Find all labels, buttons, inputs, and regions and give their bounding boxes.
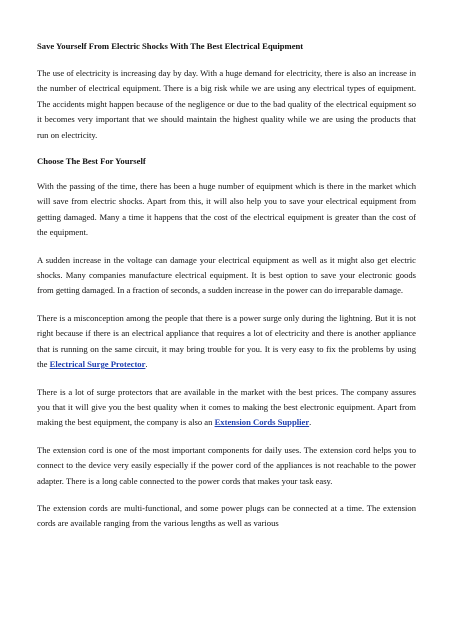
paragraph-misconception <box>37 311 416 373</box>
paragraph-multifunctional: The extension cords are multi-functional, and some power plugs can be connected at a time. The extension cords are available ranging from the various lengths as well as various <box>37 502 416 529</box>
paragraph-intro: The use of electricity is increasing day by day. With a huge demand for electricity, there is also an increase in the number of electrical equipment. There is a big risk while we are using any electrical types of equipment. The accidents might happen because of the negligence or due to the bad quality of the electrical equipment so it becomes very important that we should maintain the highest quality while we are using the products that run on electricity. <box>37 68 416 140</box>
paragraph-text: There is a lot of surge protectors that are available in the market with the best prices. The company assures you that it will give you the best quality when it comes to making the best electronic equipment. Apart from making the best equipment, the company is also an <box>37 386 416 428</box>
paragraph-text: . <box>309 417 312 428</box>
section-heading: Choose The Best For Yourself <box>37 156 146 167</box>
paragraph-equipment: With the passing of the time, there has been a huge number of equipment which is there in the market which will save from electric shocks. Apart from this, it will also help you to save your electrical equipment from getting damaged. Many a time it happens that the cost of the electrical equipment is greater than the cost of the equipment. <box>37 181 416 238</box>
paragraph-surge-protectors <box>37 385 416 431</box>
paragraph-text: . <box>145 359 148 370</box>
paragraph-text: There is a misconception among the people that there is a power surge only during the lightning. But it is not right because if there is an electrical appliance that requires a lot of electricity and there is another appliance that is running on the same circuit, it may bring trouble for you. It is very easy to fix the problems by using the <box>37 312 416 370</box>
surge-protector-link[interactable]: Electrical Surge Protector <box>49 359 146 370</box>
extension-cords-supplier-link[interactable]: Extension Cords Supplier <box>214 417 310 428</box>
document-title: Save Yourself From Electric Shocks With The Best Electrical Equipment <box>37 41 304 51</box>
paragraph-extension-cord: The extension cord is one of the most important components for daily uses. The extension cord helps you to connect to the device very easily especially if the power cord of the appliances is not reachable to the power adapter. There is a long cable connected to the power cords that makes your task easy. <box>37 444 416 486</box>
paragraph-voltage: A sudden increase in the voltage can damage your electrical equipment as well as it might also get electric shocks. Many companies manufacture electrical equipment. It is best option to save your electronic goods from getting damaged. In a fraction of seconds, a sudden increase in the power can do irreparable damage. <box>37 254 416 296</box>
